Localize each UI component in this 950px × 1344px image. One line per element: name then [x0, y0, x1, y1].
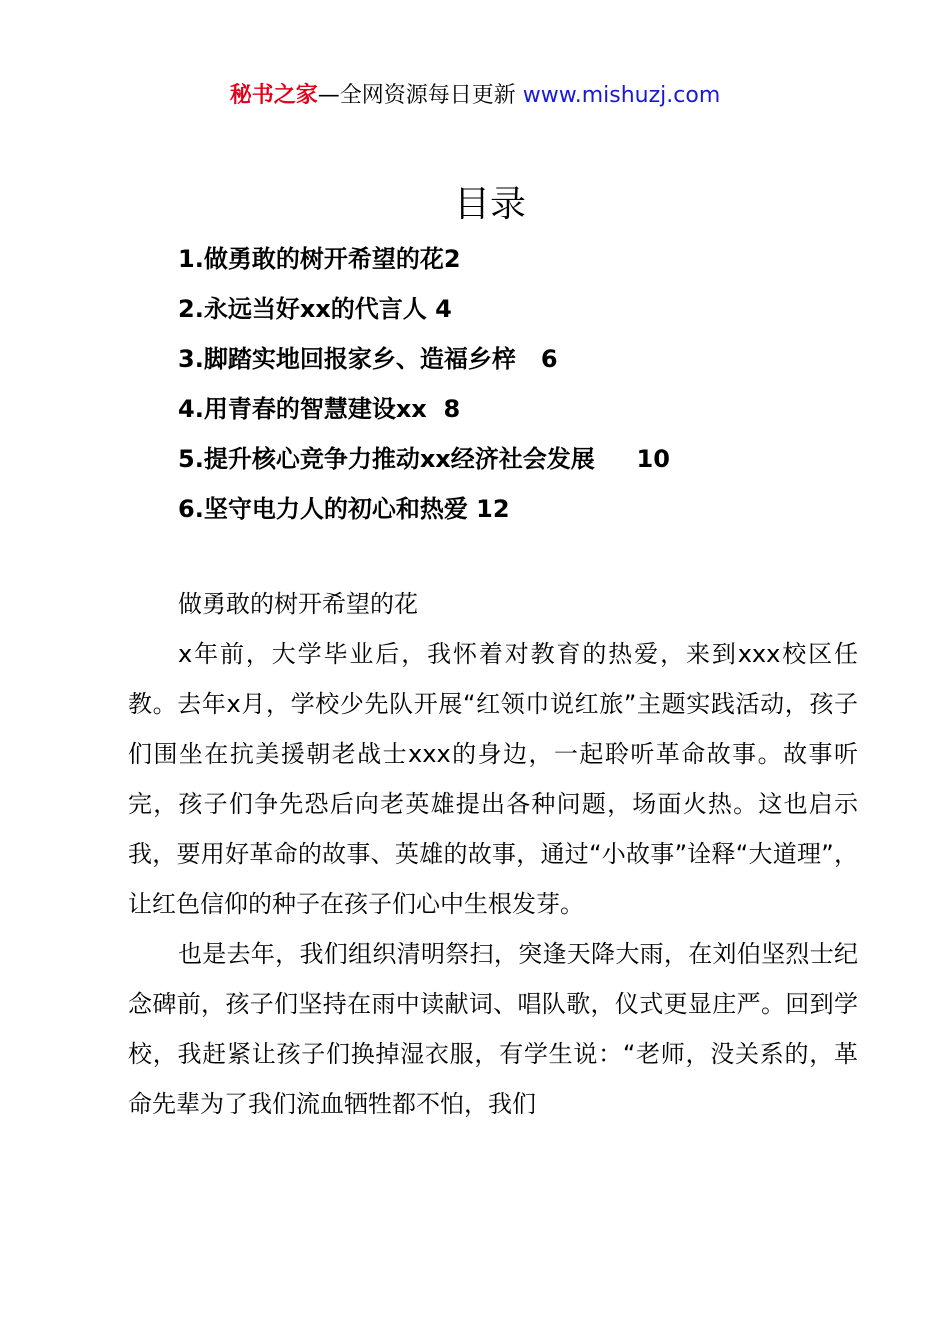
toc-item[interactable]: 5.提升核心竞争力推动xx经济社会发展 10: [178, 445, 670, 473]
toc-item[interactable]: 4.用青春的智慧建设xx 8: [178, 395, 461, 423]
table-of-contents: [178, 234, 670, 534]
article-body: [128, 579, 858, 1129]
site-url-link[interactable]: www.mishuzj.com: [522, 83, 721, 108]
toc-item[interactable]: 2.永远当好xx的代言人 4: [178, 295, 452, 323]
site-brand: 秘书之家: [229, 83, 318, 108]
toc-item[interactable]: 1.做勇敢的树开希望的花2: [178, 245, 461, 273]
site-header: [0, 80, 950, 112]
toc-title: 目录: [453, 184, 526, 225]
article-paragraph: x年前，大学毕业后，我怀着对教育的热爱，来到xxx校区任教。去年x月，学校少先队开展“红领巾说红旅”主题实践活动，孩子们围坐在抗美援朝老战士xxx的身边，一起聆听革命故事。故事听完，孩子们争先恐后向老英雄提出各种问题，场面火热。这也启示我，要用好革命的故事、英雄的故事，通过“小故事”诠释“大道理”，让红色信仰的种子在孩子们心中生根发芽。: [128, 640, 858, 918]
toc-item[interactable]: 3.脚踏实地回报家乡、造福乡梓 6: [178, 345, 558, 373]
article-title: 做勇敢的树开希望的花: [178, 590, 418, 618]
toc-item[interactable]: 6.坚守电力人的初心和热爱 12: [178, 495, 510, 523]
site-tagline: —全网资源每日更新: [317, 83, 523, 108]
article-paragraph: 也是去年，我们组织清明祭扫，突逢天降大雨，在刘伯坚烈士纪念碑前，孩子们坚持在雨中读献词、唱队歌，仪式更显庄严。回到学校，我赶紧让孩子们换掉湿衣服，有学生说：“老师，没关系的，革命先辈为了我们流血牺牲都不怕，我们: [128, 940, 858, 1118]
